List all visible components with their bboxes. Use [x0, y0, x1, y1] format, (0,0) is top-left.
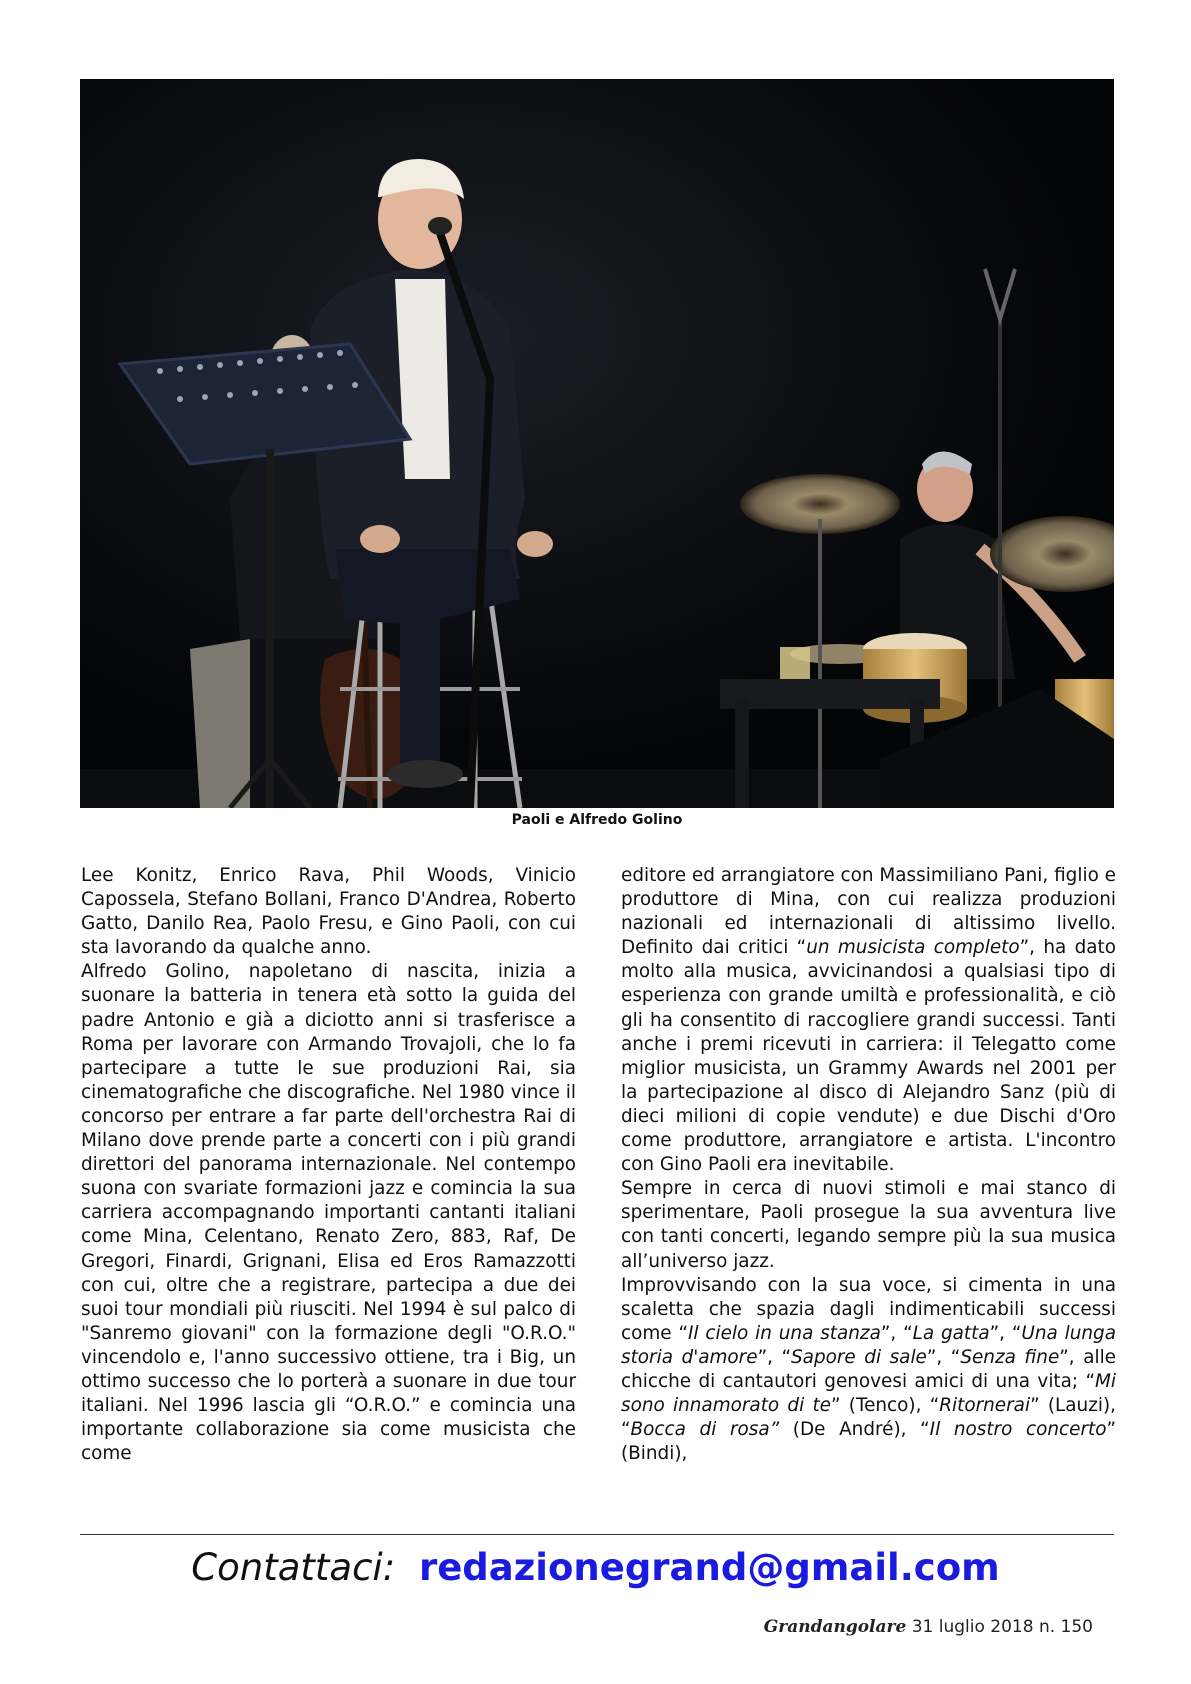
- paragraph-text: ”, “: [926, 1346, 961, 1368]
- concert-photo-illustration: [80, 79, 1114, 808]
- photo-caption: Paoli e Alfredo Golino: [511, 812, 683, 828]
- paragraph-text: ”, “: [989, 1322, 1022, 1344]
- paragraph-italic-text: Bocca di rosa”: [630, 1419, 780, 1441]
- article-column-right: [621, 864, 1116, 1466]
- paragraph-text: ”, alle chicche di cantautori genovesi amici di una vita; “: [621, 1346, 1116, 1392]
- article-paragraph: [81, 864, 576, 960]
- contact-email-link[interactable]: redazionegrand@gmail.com: [418, 1546, 1000, 1589]
- paragraph-italic-text: Ritornerai: [939, 1395, 1031, 1417]
- issue-info: 31 luglio 2018 n. 150: [911, 1617, 1093, 1637]
- paragraph-text: ” (Bindi),: [621, 1419, 1116, 1465]
- paragraph-text: editore ed arrangiatore con Massimiliano Pani, figlio e produttore di Mina, con cui realizza produzioni nazionali ed internazionali di altissimo livello. Definito dai critici “: [621, 865, 1116, 959]
- paragraph-text: ” (Lauzi), “: [621, 1395, 1116, 1441]
- paragraph-text: ”, “: [880, 1322, 913, 1344]
- paragraph-text: Improvvisando con la sua voce, si cimenta in una scaletta che spazia dagli indimenticabili successi come “: [621, 1274, 1116, 1344]
- footer-divider: [80, 1534, 1114, 1535]
- paragraph-italic-text: Mi sono innamorato di te: [621, 1370, 1116, 1417]
- paragraph-italic-text: Senza fine: [960, 1346, 1060, 1368]
- concert-photo: [80, 79, 1114, 808]
- paragraph-text: Lee Konitz, Enrico Rava, Phil Woods, Vinicio Capossela, Stefano Bollani, Franco D'Andrea, Roberto Gatto, Danilo Rea, Paolo Fresu, e Gino Paoli, con cui sta lavorando da qualche anno.: [81, 865, 576, 959]
- article-paragraph: [621, 864, 1116, 1177]
- paragraph-text: ” (Tenco), “: [831, 1395, 940, 1417]
- contact-banner: [0, 1544, 1191, 1592]
- article-paragraph: [621, 1177, 1116, 1273]
- paragraph-italic-text: Una lunga storia d'amore: [621, 1322, 1116, 1368]
- paragraph-italic-text: Il cielo in una stanza: [687, 1322, 881, 1344]
- article-paragraph: [81, 960, 576, 1466]
- article-column-left: [81, 864, 576, 1466]
- magazine-name: Grandangolare: [763, 1617, 907, 1637]
- page-footer: [764, 1617, 1093, 1637]
- paragraph-text: ”, “: [757, 1346, 791, 1368]
- article-paragraph: [621, 1274, 1116, 1467]
- paragraph-text: Sempre in cerca di nuovi stimoli e mai stanco di sperimentare, Paoli prosegue la sua avventura live con tanti concerti, legando sempre più la sua musica all’universo jazz.: [621, 1178, 1116, 1272]
- paragraph-text: ”, ha dato molto alla musica, avvicinandosi a qualsiasi tipo di esperienza con grande umiltà e professionalità, e ciò gli ha consentito di raccogliere grandi successi. Tanti anche i premi ricevuti in carriera: il Telegatto come miglior musicista, un Grammy Awards nel 2001 per la partecipazione al disco di Alejandro Sanz (più di dieci milioni di copie vendute) e due Dischi d'Oro come produttore, arrangiatore e artista. L'incontro con Gino Paoli era inevitabile.: [621, 937, 1116, 1176]
- paragraph-italic-text: Il nostro concerto: [929, 1419, 1107, 1441]
- paragraph-italic-text: un musicista completo: [806, 937, 1020, 959]
- paragraph-italic-text: Sapore di sale: [791, 1346, 927, 1368]
- paragraph-text: Alfredo Golino, napoletano di nascita, inizia a suonare la batteria in tenera età sotto la guida del padre Antonio e già a diciotto anni si trasferisce a Roma per lavorare con Armando Trovajoli, che lo fa partecipare a tutte le sue produzioni Rai, sia cinematografiche che discografiche. Nel 1980 vince il concorso per entrare a far parte dell'orchestra Rai di Milano dove prende parte a concerti con i più grandi direttori del panorama internazionale. Nel contempo suona con svariate formazioni jazz e comincia la sua carriera accompagnando importanti cantanti italiani come Mina, Celentano, Renato Zero, 883, Raf, De Gregori, Finardi, Grignani, Elisa ed Eros Ramazzotti con cui, oltre che a registrare, partecipa a due dei suoi tour mondiali più riusciti. Nel 1994 è sul palco di "Sanremo giovani" con la formazione degli "O.R.O." vincendolo e, l'anno successivo ottiene, tra i Big, un ottimo successo che lo porterà a suonare in due tour italiani. Nel 1996 lascia gli “O.R.O.” e comincia una importante collaborazione sia come musicista che come: [81, 961, 576, 1465]
- contact-label: Contattaci:: [191, 1546, 396, 1589]
- paragraph-text: (De André), “: [779, 1419, 930, 1441]
- paragraph-italic-text: La gatta: [912, 1322, 990, 1344]
